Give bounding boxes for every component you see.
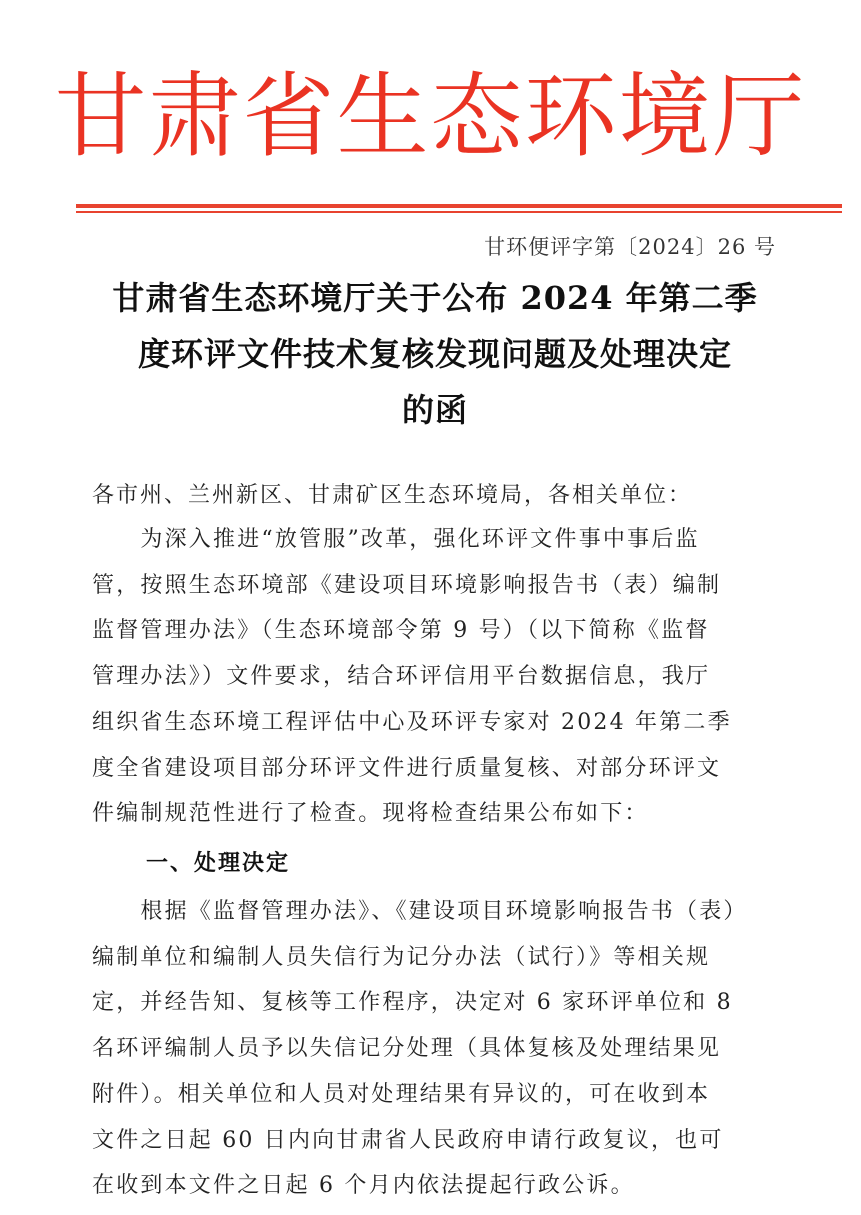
paragraph-line: 定，并经告知、复核等工作程序，决定对 6 家环评单位和 8 [92, 990, 733, 1016]
paragraph-line: 根据《监督管理办法》、《建设项目环境影响报告书（表） [92, 899, 748, 924]
paragraph-line: 度全省建设项目部分环评文件进行质量复核、对部分环评文 [92, 755, 722, 781]
paragraph-line: 件编制规范性进行了检查。现将检查结果公布如下： [92, 801, 649, 827]
paragraph-line: 监督管理办法》（生态环境部令第 9 号）（以下简称《监督 [92, 618, 710, 644]
paragraph-2 [92, 889, 780, 1209]
document-title [90, 270, 780, 438]
document-title-line: 甘肃省生态环境厅关于公布 2024 年第二季 [112, 279, 758, 317]
document-number: 甘环便评字第〔2024〕26 号 [484, 235, 776, 259]
paragraph-line: 编制单位和编制人员失信行为记分办法（试行）》等相关规 [92, 944, 711, 970]
paragraph-line: 名环评编制人员予以失信记分处理（具体复核及处理结果见 [92, 1036, 722, 1062]
section-1-heading: 一、处理决定 [146, 850, 291, 876]
paragraph-line: 附件）。相关单位和人员对处理结果有异议的，可在收到本 [92, 1081, 711, 1107]
document-title-line: 度环评文件技术复核发现问题及处理决定 [137, 335, 732, 373]
salutation: 各市州、兰州新区、甘肃矿区生态环境局，各相关单位： [92, 483, 693, 508]
paragraph-line: 文件之日起 60 日内向甘肃省人民政府申请行政复议，也可 [92, 1127, 724, 1153]
paragraph-1 [92, 517, 780, 837]
document-title-line: 的函 [401, 391, 468, 429]
paragraph-line: 管，按照生态环境部《建设项目环境影响报告书（表）编制 [92, 572, 722, 598]
letterhead-red-rule-thick [76, 204, 842, 208]
letterhead-org-name: 甘肃省生态环境厅 [54, 63, 807, 170]
paragraph-line: 为深入推进“放管服”改革，强化环评文件事中事后监 [92, 527, 700, 552]
paragraph-line: 组织省生态环境工程评估中心及环评专家对 2024 年第二季 [92, 709, 732, 735]
paragraph-line: 管理办法》）文件要求，结合环评信用平台数据信息，我厅 [92, 664, 711, 690]
letterhead-red-rule-thin [76, 211, 842, 213]
paragraph-line: 在收到本文件之日起 6 个月内依法提起行政公诉。 [92, 1173, 635, 1199]
